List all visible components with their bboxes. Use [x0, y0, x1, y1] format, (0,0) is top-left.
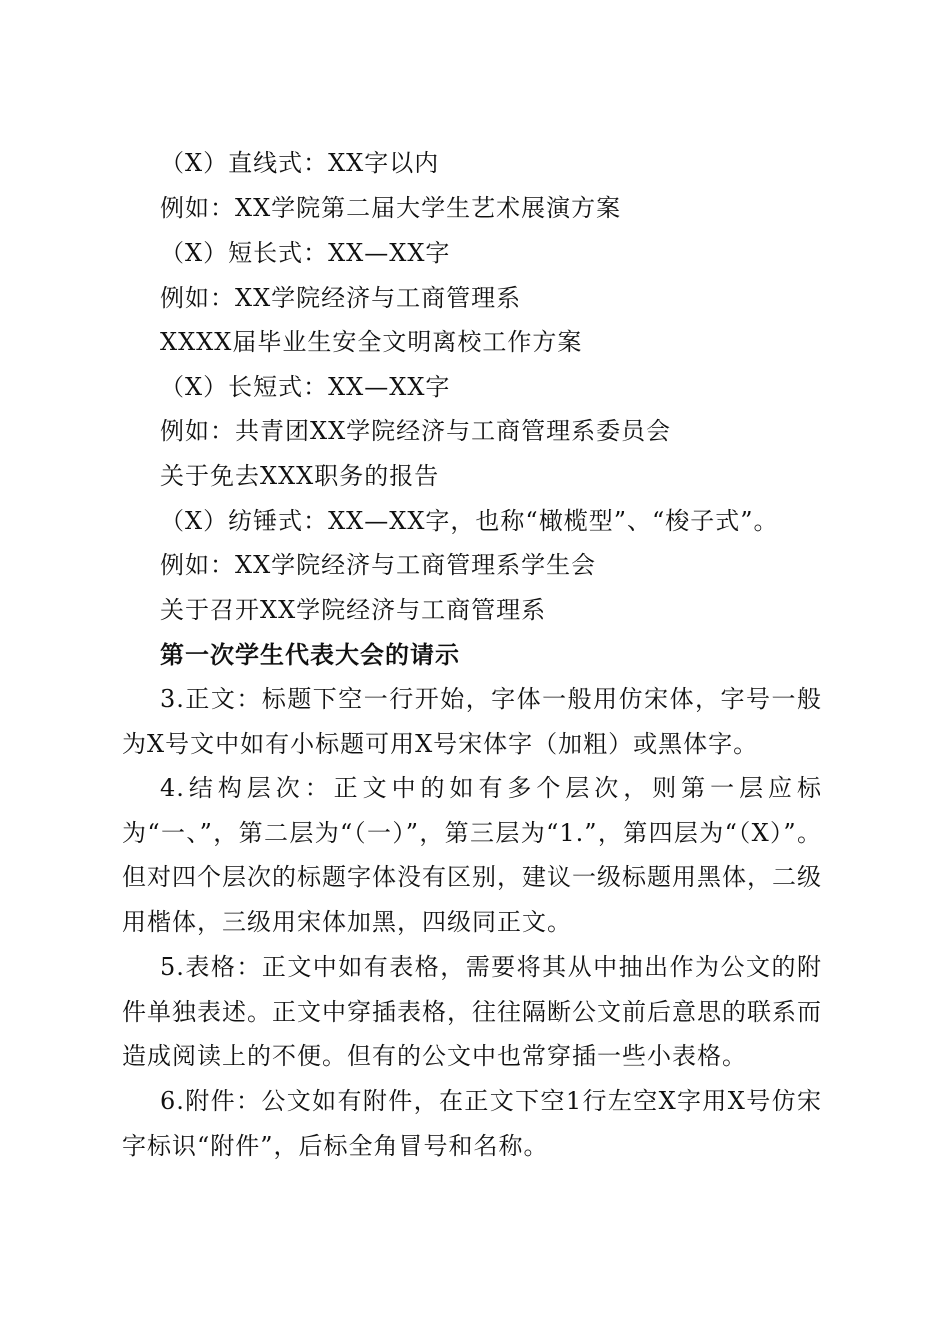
- paragraph-attachments: 6.附件：公文如有附件，在正文下空1行左空X字用X号仿宋字标识“附件”，后标全角冒号和名称。: [122, 1087, 822, 1160]
- text-line-7: 例如：共青团XX学院经济与工商管理系委员会: [160, 417, 672, 445]
- text-line-3: （X）短长式：XX—XX字: [160, 239, 451, 267]
- text-line-1: （X）直线式：XX字以内: [160, 149, 440, 177]
- text-line-6: （X）长短式：XX—XX字: [160, 373, 451, 401]
- text-line-9: （X）纺锤式：XX—XX字，也称“橄榄型”、“梭子式”。: [160, 507, 779, 535]
- text-line-8: 关于免去XXX职务的报告: [160, 462, 440, 490]
- text-line-2: 例如：XX学院第二届大学生艺术展演方案: [160, 194, 622, 222]
- text-line-10: 例如：XX学院经济与工商管理系学生会: [160, 551, 597, 579]
- text-line-12: 第一次学生代表大会的请示: [160, 640, 460, 669]
- text-line-4: 例如：XX学院经济与工商管理系: [160, 284, 522, 312]
- paragraph-body-text: 3.正文：标题下空一行开始，字体一般用仿宋体，字号一般为X号文中如有小标题可用X号宋体字（加粗）或黑体字。: [122, 685, 822, 758]
- text-line-5: XXXX届毕业生安全文明离校工作方案: [160, 328, 583, 356]
- text-line-11: 关于召开XX学院经济与工商管理系: [160, 596, 547, 624]
- paragraph-tables: 5.表格：正文中如有表格，需要将其从中抽出作为公文的附件单独表述。正文中穿插表格，往往隔断公文前后意思的联系而造成阅读上的不便。但有的公文中也常穿插一些小表格。: [122, 953, 822, 1071]
- paragraph-structure-levels: 4.结构层次：正文中的如有多个层次，则第一层应标为“一、”，第二层为“（一）”，第三层为“1.”，第四层为“（X）”。但对四个层次的标题字体没有区别，建议一级标题用黑体，二级用楷体，三级用宋体加黑，四级同正文。: [122, 774, 822, 937]
